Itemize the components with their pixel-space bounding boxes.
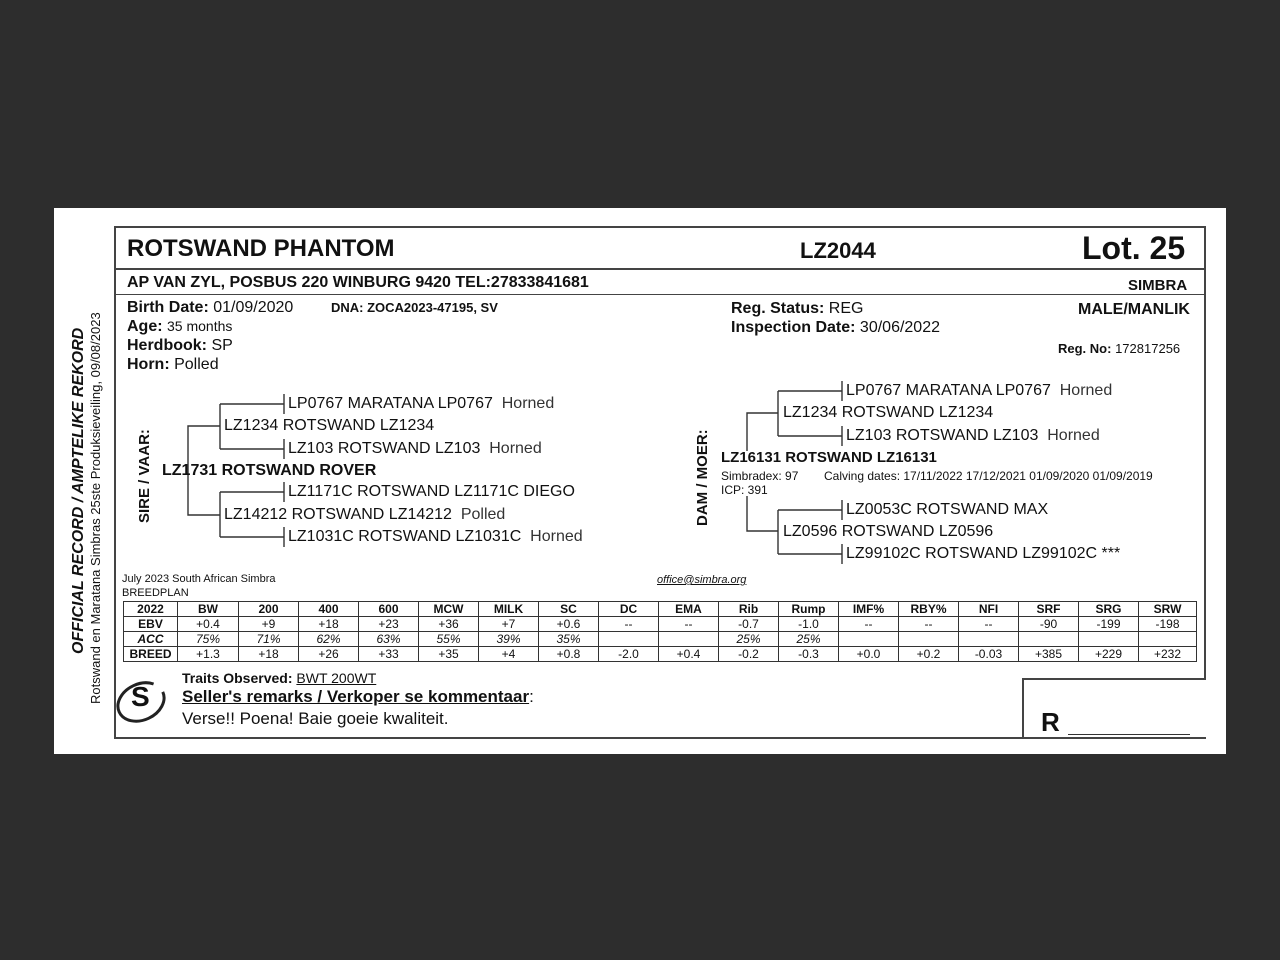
breedplan-cell bbox=[599, 632, 659, 647]
dam-icp: ICP: 391 bbox=[721, 483, 768, 497]
official-record-label: OFFICIAL RECORD / AMPTELIKE REKORD bbox=[70, 327, 87, 654]
price-field[interactable] bbox=[1068, 734, 1190, 735]
breedplan-cell: 71% bbox=[239, 632, 299, 647]
breedplan-cell: +36 bbox=[419, 617, 479, 632]
herdbook: Herdbook: SP bbox=[127, 337, 233, 354]
sex-label: MALE/MANLIK bbox=[1078, 301, 1190, 318]
breedplan-cell: -2.0 bbox=[599, 647, 659, 662]
breedplan-cell bbox=[659, 632, 719, 647]
breedplan-cell: -1.0 bbox=[779, 617, 839, 632]
breed-label: SIMBRA bbox=[1128, 277, 1188, 294]
breedplan-header-cell: DC bbox=[599, 602, 659, 617]
breedplan-cell bbox=[1019, 632, 1079, 647]
breedplan-header-cell: IMF% bbox=[839, 602, 899, 617]
breedplan-header-cell: NFI bbox=[959, 602, 1019, 617]
breedplan-cell: 75% bbox=[178, 632, 239, 647]
breedplan-cell: 35% bbox=[539, 632, 599, 647]
breedplan-row-label: ACC bbox=[124, 632, 178, 647]
sire-ggs2: LZ1171C ROTSWAND LZ1171C DIEGO bbox=[288, 483, 575, 500]
sire-ggd1: LZ103 ROTSWAND LZ103 Horned bbox=[288, 440, 542, 457]
breedplan-cell: 63% bbox=[359, 632, 419, 647]
age: Age: 35 months bbox=[127, 318, 233, 335]
dam-calving-dates: Calving dates: 17/11/2022 17/12/2021 01/09/2020 01/09/2019 bbox=[824, 469, 1153, 483]
breedplan-cell: +0.6 bbox=[539, 617, 599, 632]
inspection-date: Inspection Date: 30/06/2022 bbox=[731, 319, 940, 336]
animal-name: ROTSWAND PHANTOM bbox=[127, 235, 395, 262]
breedplan-table bbox=[123, 601, 1197, 662]
sire-ggs1: LP0767 MARATANA LP0767 Horned bbox=[288, 395, 555, 412]
breedplan-cell: -0.7 bbox=[719, 617, 779, 632]
sire-name: LZ1731 ROTSWAND ROVER bbox=[162, 462, 377, 479]
breedplan-cell: +232 bbox=[1139, 647, 1197, 662]
sire-grandsire: LZ1234 ROTSWAND LZ1234 bbox=[224, 417, 435, 434]
breedplan-cell: +26 bbox=[299, 647, 359, 662]
breedplan-header-cell: MCW bbox=[419, 602, 479, 617]
breedplan-label: BREEDPLAN bbox=[122, 587, 189, 599]
breedplan-source: July 2023 South African Simbra bbox=[122, 573, 276, 585]
breedplan-cell: -90 bbox=[1019, 617, 1079, 632]
birth-date: Birth Date: 01/09/2020 bbox=[127, 299, 294, 316]
horn-status: Horn: Polled bbox=[127, 356, 219, 373]
breedplan-cell: +33 bbox=[359, 647, 419, 662]
breedplan-header-cell: SRG bbox=[1079, 602, 1139, 617]
sellers-remarks-heading: Seller's remarks / Verkoper se kommentaar: bbox=[182, 687, 534, 706]
breedplan-cell: +23 bbox=[359, 617, 419, 632]
dam-ggs2: LZ0053C ROTSWAND MAX bbox=[846, 501, 1049, 518]
breedplan-cell: +4 bbox=[479, 647, 539, 662]
breedplan-header-cell: BW bbox=[178, 602, 239, 617]
sellers-remarks-text: Verse!! Poena! Baie goeie kwaliteit. bbox=[182, 709, 449, 728]
breedplan-cell: +385 bbox=[1019, 647, 1079, 662]
reg-status: Reg. Status: REG bbox=[731, 300, 864, 317]
dam-side-label: DAM / MOER: bbox=[694, 429, 711, 526]
breedplan-row bbox=[124, 647, 1197, 662]
sire-granddam: LZ14212 ROTSWAND LZ14212 Polled bbox=[224, 506, 506, 523]
price-label: R bbox=[1041, 707, 1060, 737]
breedplan-cell: -0.3 bbox=[779, 647, 839, 662]
breedplan-header-cell: SC bbox=[539, 602, 599, 617]
registration-code: LZ2044 bbox=[800, 238, 876, 263]
breedplan-cell: +18 bbox=[299, 617, 359, 632]
breedplan-cell: +0.4 bbox=[178, 617, 239, 632]
breedplan-header-cell: Rib bbox=[719, 602, 779, 617]
logo-letter: S bbox=[131, 681, 150, 712]
breedplan-cell: -0.2 bbox=[719, 647, 779, 662]
dam-ggd1: LZ103 ROTSWAND LZ103 Horned bbox=[846, 427, 1100, 444]
breedplan-cell: -- bbox=[899, 617, 959, 632]
dam-ggd2: LZ99102C ROTSWAND LZ99102C *** bbox=[846, 545, 1121, 562]
breedplan-cell bbox=[1139, 632, 1197, 647]
breedplan-header-cell: MILK bbox=[479, 602, 539, 617]
breedplan-header-cell: RBY% bbox=[899, 602, 959, 617]
breedplan-header-cell: 2022 bbox=[124, 602, 178, 617]
breedplan-row bbox=[124, 617, 1197, 632]
auction-label: Rotswand en Maratana Simbras 25ste Produksieveiling, 09/08/2023 bbox=[88, 312, 103, 704]
breedplan-cell bbox=[899, 632, 959, 647]
breedplan-cell bbox=[839, 632, 899, 647]
breedplan-row-label: BREED bbox=[124, 647, 178, 662]
dam-simbradex: Simbradex: 97 bbox=[721, 469, 799, 483]
breedplan-cell bbox=[1079, 632, 1139, 647]
breedplan-cell: +0.4 bbox=[659, 647, 719, 662]
breedplan-cell: +0.8 bbox=[539, 647, 599, 662]
breedplan-header-cell: Rump bbox=[779, 602, 839, 617]
breedplan-cell: +7 bbox=[479, 617, 539, 632]
traits-observed: Traits Observed: BWT 200WT bbox=[182, 670, 377, 686]
breedplan-row bbox=[124, 632, 1197, 647]
breedplan-row-label: EBV bbox=[124, 617, 178, 632]
breedplan-cell: +0.0 bbox=[839, 647, 899, 662]
breed-society-email[interactable]: office@simbra.org bbox=[657, 574, 747, 586]
breedplan-header-cell: 200 bbox=[239, 602, 299, 617]
breedplan-cell: +35 bbox=[419, 647, 479, 662]
breedplan-cell: +18 bbox=[239, 647, 299, 662]
breedplan-cell: 25% bbox=[779, 632, 839, 647]
breedplan-cell: +9 bbox=[239, 617, 299, 632]
breedplan-header-cell: SRW bbox=[1139, 602, 1197, 617]
breedplan-cell: -- bbox=[659, 617, 719, 632]
breedplan-cell: -- bbox=[959, 617, 1019, 632]
sire-ggd2: LZ1031C ROTSWAND LZ1031C Horned bbox=[288, 528, 583, 545]
breedplan-cell: -0.03 bbox=[959, 647, 1019, 662]
breedplan-cell: -199 bbox=[1079, 617, 1139, 632]
breedplan-cell: 39% bbox=[479, 632, 539, 647]
dam-granddam: LZ0596 ROTSWAND LZ0596 bbox=[783, 523, 994, 540]
breedplan-header-cell: SRF bbox=[1019, 602, 1079, 617]
dam-name: LZ16131 ROTSWAND LZ16131 bbox=[721, 449, 937, 466]
breedplan-cell: 55% bbox=[419, 632, 479, 647]
breedplan-header-cell: 400 bbox=[299, 602, 359, 617]
owner-details: AP VAN ZYL, POSBUS 220 WINBURG 9420 TEL:27833841681 bbox=[127, 274, 589, 291]
breedplan-cell: -- bbox=[599, 617, 659, 632]
breedplan-cell: +229 bbox=[1079, 647, 1139, 662]
breedplan-cell: +0.2 bbox=[899, 647, 959, 662]
sire-side-label: SIRE / VAAR: bbox=[136, 429, 153, 523]
breedplan-cell: -198 bbox=[1139, 617, 1197, 632]
breedplan-cell: 62% bbox=[299, 632, 359, 647]
breedplan-header-cell: EMA bbox=[659, 602, 719, 617]
breedplan-header-cell: 600 bbox=[359, 602, 419, 617]
breedplan-cell bbox=[959, 632, 1019, 647]
breedplan-cell: 25% bbox=[719, 632, 779, 647]
breedplan-cell: -- bbox=[839, 617, 899, 632]
reg-number: Reg. No: 172817256 bbox=[1058, 341, 1181, 356]
breedplan-cell: +1.3 bbox=[178, 647, 239, 662]
lot-number: Lot. 25 bbox=[1082, 230, 1186, 266]
dam-grandsire: LZ1234 ROTSWAND LZ1234 bbox=[783, 404, 994, 421]
dam-ggs1: LP0767 MARATANA LP0767 Horned bbox=[846, 382, 1113, 399]
dna-info: DNA: ZOCA2023-47195, SV bbox=[331, 300, 498, 315]
